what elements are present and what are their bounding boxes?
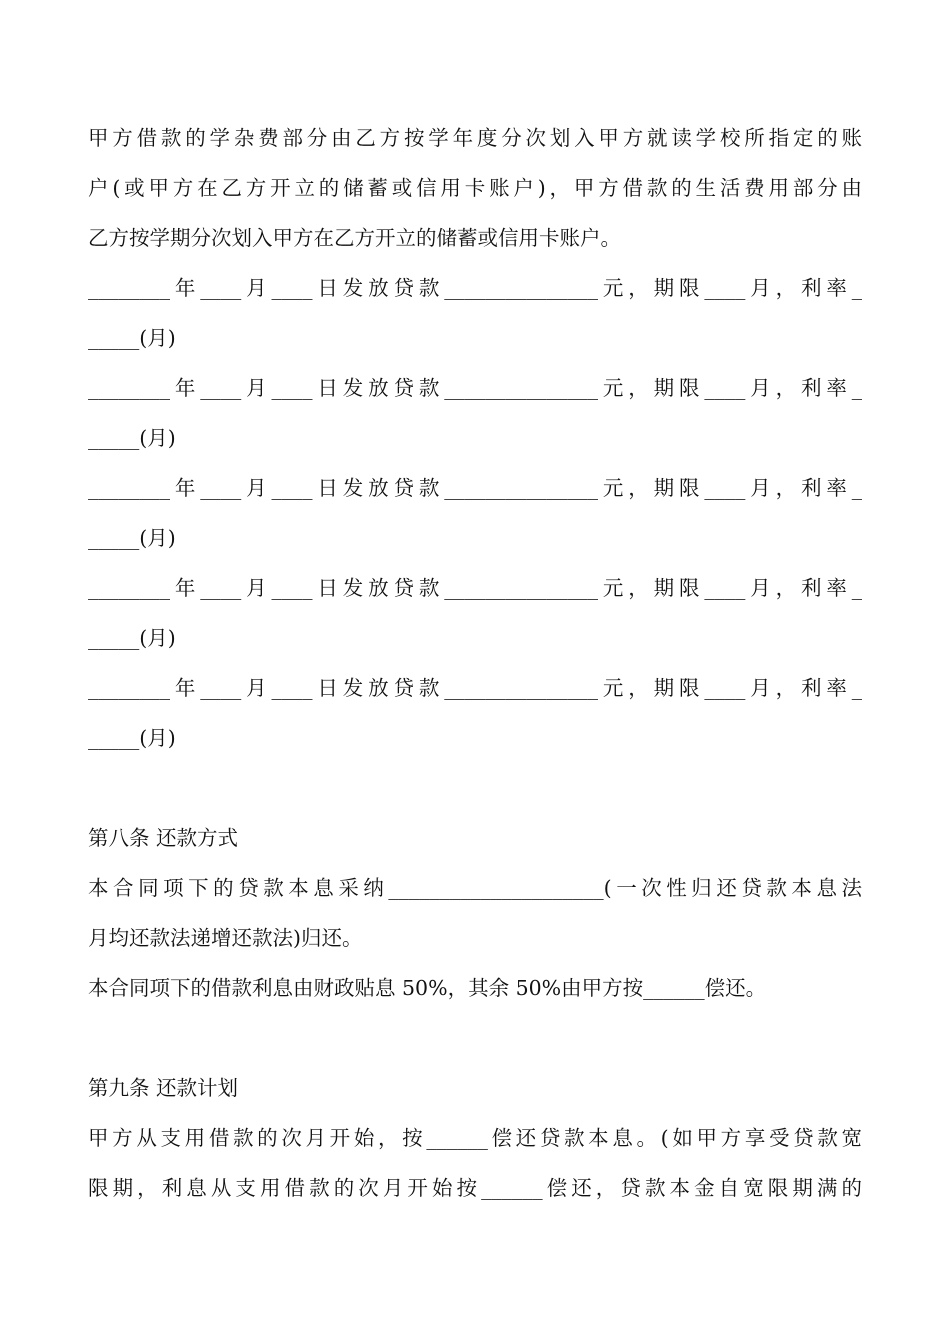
section-gap [88,763,862,813]
article-8-heading: 第八条 还款方式 [88,826,239,850]
disbursement-row-4-rate: _____(月) [88,626,176,650]
disbursement-row-4: ________年____月____日发放贷款_______________元，期限____月，利率_ [88,576,862,600]
disbursement-row-2-rate: _____(月) [88,426,176,450]
disbursement-row-2: ________年____月____日发放贷款_______________元，期限____月，利率_ [88,376,862,400]
article-8-line-3: 本合同项下的借款利息由财政贴息 50%，其余 50%由甲方按______偿还。 [88,976,767,1000]
article-9-line-1: 甲方从支用借款的次月开始，按______偿还贷款本息。(如甲方享受贷款宽 [88,1126,862,1150]
paragraph-1-line-2: 户(或甲方在乙方开立的储蓄或信用卡账户)，甲方借款的生活费用部分由 [88,176,862,200]
article-9-heading: 第九条 还款计划 [88,1076,239,1100]
paragraph-1-line-1: 甲方借款的学杂费部分由乙方按学年度分次划入甲方就读学校所指定的账 [88,126,862,150]
disbursement-row-5: ________年____月____日发放贷款_______________元，期限____月，利率_ [88,676,862,700]
disbursement-row-1-rate: _____(月) [88,326,176,350]
disbursement-row-5-rate: _____(月) [88,726,176,750]
paragraph-1-line-3: 乙方按学期分次划入甲方在乙方开立的储蓄或信用卡账户。 [88,226,621,250]
disbursement-row-1: ________年____月____日发放贷款_______________元，期限____月，利率_ [88,276,862,300]
section-gap [88,1013,862,1063]
disbursement-row-3-rate: _____(月) [88,526,176,550]
disbursement-row-3: ________年____月____日发放贷款_______________元，期限____月，利率_ [88,476,862,500]
article-8-line-1: 本合同项下的贷款本息采纳_____________________(一次性归还贷款本息法 [88,876,862,900]
article-8-line-2: 月均还款法递增还款法)归还。 [88,926,363,950]
article-9-line-2: 限期，利息从支用借款的次月开始按______偿还，贷款本金自宽限期满的 [88,1176,862,1200]
